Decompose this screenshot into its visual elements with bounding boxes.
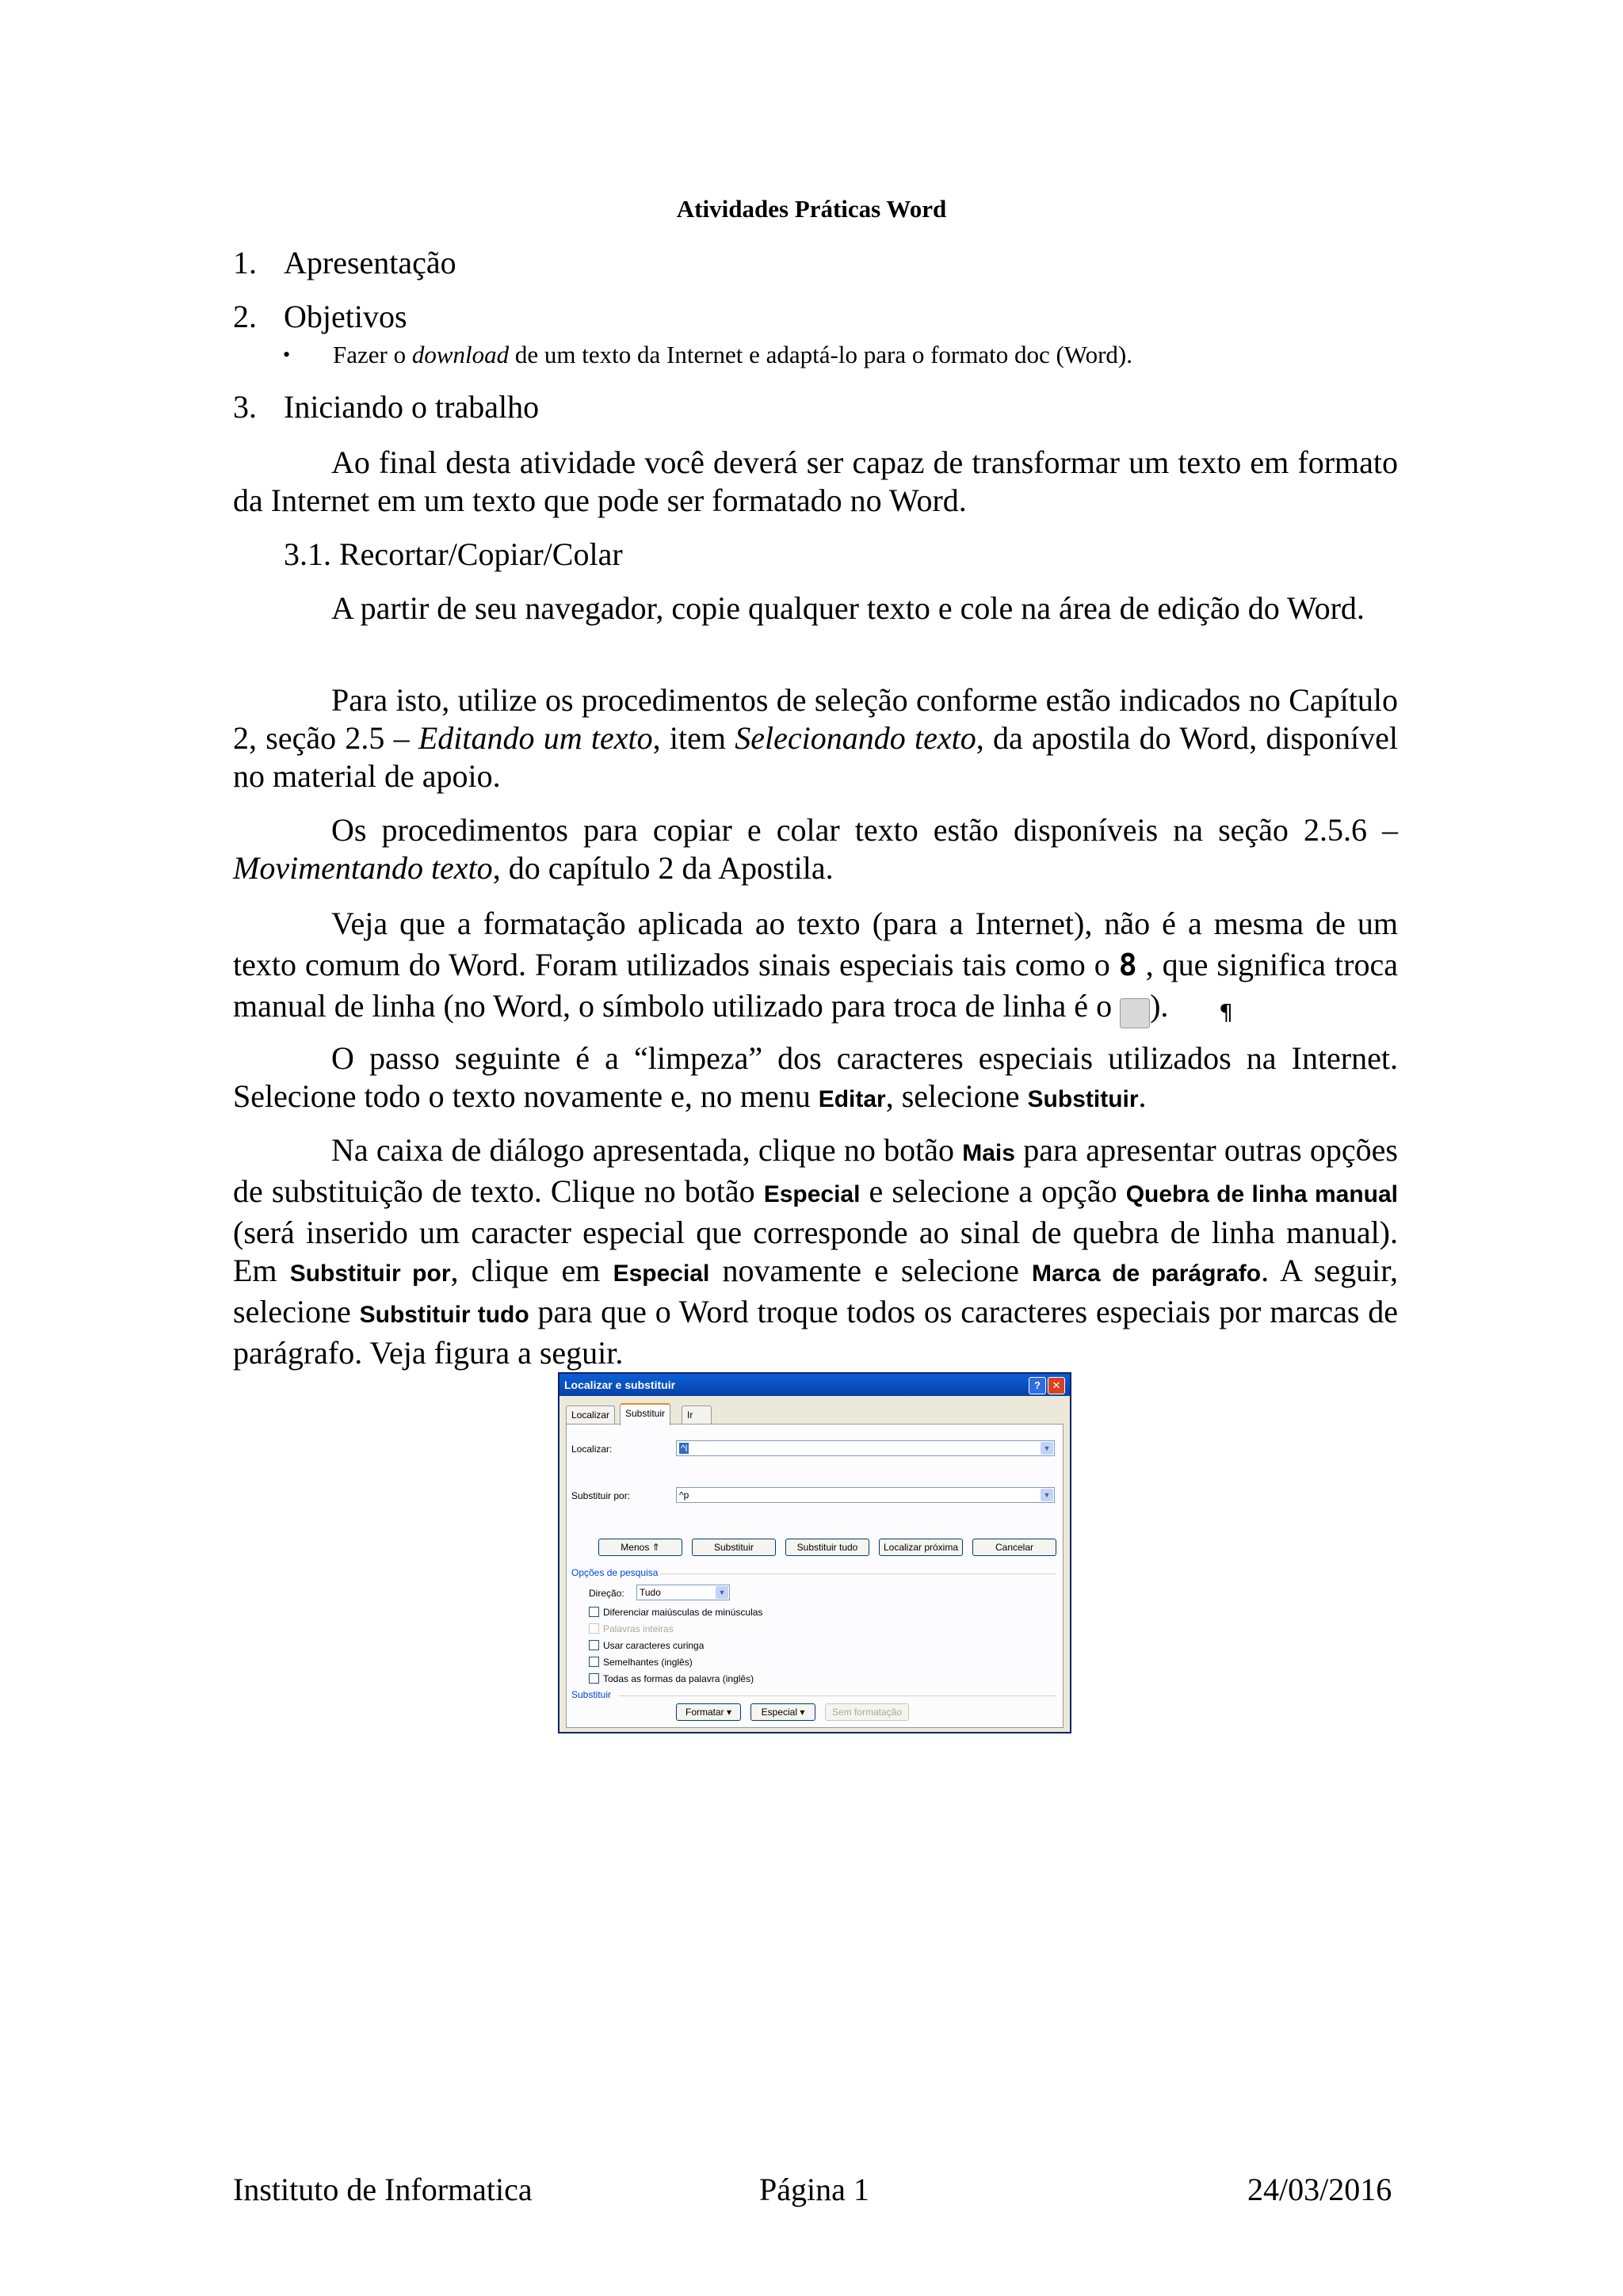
checkbox-match-case[interactable]: Diferenciar maiúsculas de minúsculas bbox=[589, 1605, 762, 1619]
document-title: Atividades Práticas Word bbox=[676, 195, 947, 223]
format-button[interactable]: Formatar ▾ bbox=[676, 1703, 741, 1721]
dialog-title: Localizar e substituir bbox=[564, 1379, 676, 1391]
pilcrow-icon: ¶ bbox=[1120, 998, 1150, 1028]
section-title: Iniciando o trabalho bbox=[284, 389, 540, 425]
search-options-title: Opções de pesquisa bbox=[571, 1567, 659, 1578]
find-label: Localizar: bbox=[571, 1444, 613, 1455]
checkbox bbox=[589, 1623, 599, 1634]
help-icon[interactable]: ? bbox=[1029, 1377, 1046, 1394]
checkbox-word-forms[interactable]: Todas as formas da palavra (inglês) bbox=[589, 1672, 754, 1686]
replace-input[interactable] bbox=[676, 1487, 1055, 1503]
checkbox[interactable] bbox=[589, 1640, 599, 1650]
special-button[interactable]: Especial ▾ bbox=[750, 1703, 815, 1721]
replace-all-button[interactable]: Substituir tudo bbox=[785, 1539, 869, 1556]
replace-label: Substituir por: bbox=[571, 1490, 631, 1501]
section-number: 2. bbox=[233, 299, 257, 334]
paragraph-selection: Para isto, utilize os procedimentos de seleção conforme estão indicados no Capítulo 2, seção 2.5 – Editando um texto, item Selecionando texto, da apostila do Word, disponível no material de apoio. bbox=[233, 682, 1399, 794]
paragraph-cleanup: O passo seguinte é a “limpeza” dos caracteres especiais utilizados na Internet. Selecione todo o texto novamente e, no menu Editar, selecione Substituir. bbox=[233, 1040, 1398, 1114]
dialog-titlebar bbox=[559, 1374, 1070, 1396]
direction-label: Direção: bbox=[589, 1588, 624, 1599]
checkbox-whole-words: Palavras inteiras bbox=[589, 1622, 674, 1636]
paragraph-copy-procedures: Os procedimentos para copiar e colar texto estão disponíveis na seção 2.5.6 – Movimentando texto, do capítulo 2 da Apostila. bbox=[233, 812, 1398, 886]
bullet-dot-icon: • bbox=[283, 343, 291, 366]
line-break-symbol: 8 bbox=[1118, 948, 1137, 982]
menu-ref-substituir: Substituir bbox=[1027, 1086, 1139, 1112]
tab-substituir[interactable]: Substituir bbox=[620, 1403, 670, 1425]
find-value: ^l bbox=[681, 1443, 688, 1454]
close-icon[interactable]: ✕ bbox=[1048, 1377, 1065, 1394]
subsection-heading: 3.1. Recortar/Copiar/Colar bbox=[284, 536, 623, 572]
paragraph-intro: Ao final desta atividade você deverá ser capaz de transformar um texto em formato da Internet em um texto que pode ser formatado no Word. bbox=[233, 444, 1398, 518]
checkbox[interactable] bbox=[589, 1607, 599, 1617]
direction-select[interactable] bbox=[636, 1585, 730, 1600]
less-button[interactable]: Menos ⇑ bbox=[598, 1539, 682, 1556]
group-divider bbox=[660, 1573, 1056, 1574]
section-title: Apresentação bbox=[284, 245, 456, 280]
footer-page-number: Página 1 bbox=[759, 2172, 869, 2207]
checkbox[interactable] bbox=[589, 1673, 599, 1684]
footer-left: Instituto de Informatica bbox=[233, 2172, 533, 2207]
find-replace-dialog bbox=[558, 1372, 1071, 1733]
checkbox-sounds-like[interactable]: Semelhantes (inglês) bbox=[589, 1655, 693, 1669]
replace-button[interactable]: Substituir bbox=[692, 1539, 776, 1556]
section-number: 3. bbox=[233, 389, 257, 425]
checkbox-wildcards[interactable]: Usar caracteres curinga bbox=[589, 1638, 704, 1653]
section-heading-1 bbox=[233, 244, 456, 282]
checkbox[interactable] bbox=[589, 1657, 599, 1667]
menu-ref-editar: Editar bbox=[818, 1086, 886, 1112]
chevron-down-icon[interactable]: ▼ bbox=[1041, 1489, 1053, 1501]
section-heading-2 bbox=[233, 298, 407, 336]
group-divider bbox=[619, 1695, 1056, 1696]
chevron-down-icon[interactable]: ▼ bbox=[716, 1586, 728, 1599]
no-formatting-button: Sem formatação bbox=[825, 1703, 909, 1721]
paragraph-formatting: Veja que a formatação aplicada ao texto (para a Internet), não é a mesma de um texto comum do Word. Foram utilizados sinais especiais tais como o 8 , que significa troca manual de linha (no Word, o símbolo utilizado para troca de linha é o ¶). bbox=[233, 903, 1398, 1028]
tab-panel bbox=[566, 1424, 1064, 1728]
tab-localizar[interactable]: Localizar bbox=[566, 1405, 615, 1424]
section-number: 1. bbox=[233, 245, 257, 280]
section-title: Objetivos bbox=[284, 299, 407, 334]
replace-value: ^p bbox=[679, 1489, 689, 1501]
cancel-button[interactable]: Cancelar bbox=[972, 1539, 1056, 1556]
paragraph-copy-paste: A partir de seu navegador, copie qualquer texto e cole na área de edição do Word. bbox=[331, 590, 1365, 626]
direction-value: Tudo bbox=[640, 1587, 661, 1598]
bullet-text: Fazer o download de um texto da Internet e adaptá-lo para o formato doc (Word). bbox=[333, 341, 1132, 368]
tab-ir-para[interactable]: Ir bbox=[682, 1405, 712, 1424]
find-input[interactable] bbox=[676, 1440, 1055, 1456]
paragraph-dialog-steps: Na caixa de diálogo apresentada, clique no botão Mais para apresentar outras opções de substituição de texto. Clique no botão Especial e selecione a opção Quebra de linha manual (será inserido um caracter especial que corresponde ao sinal de quebra de linha manual). Em Substituir por, clique em Especial novamente e selecione Marca de parágrafo. A seguir, selecione Substituir tudo para que o Word troque todos os caracteres especiais por marcas de parágrafo. Veja figura a seguir. bbox=[233, 1132, 1399, 1371]
find-next-button[interactable]: Localizar próxima bbox=[879, 1539, 963, 1556]
chevron-down-icon[interactable]: ▼ bbox=[1041, 1442, 1053, 1455]
replace-group-title: Substituir bbox=[571, 1689, 612, 1700]
footer-date: 24/03/2016 bbox=[1247, 2172, 1392, 2207]
section-heading-3 bbox=[233, 388, 539, 426]
